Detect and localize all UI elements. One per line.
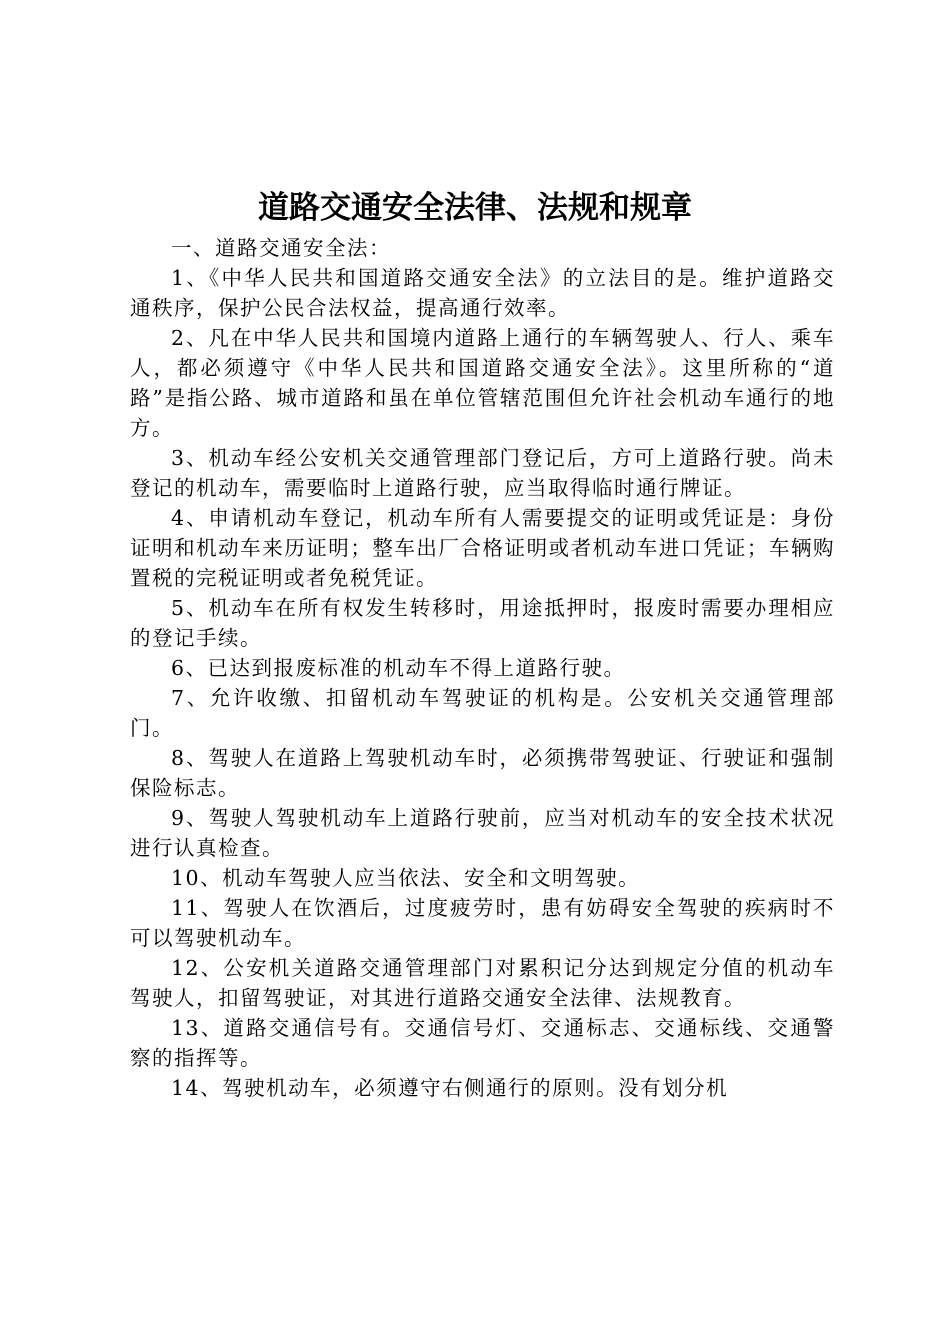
paragraph: 12、公安机关道路交通管理部门对累积记分达到规定分值的机动车驾驶人，扣留驾驶证，对其进行道路交通安全法律、法规教育。 — [130, 956, 835, 1010]
paragraph: 9、驾驶人驾驶机动车上道路行驶前，应当对机动车的安全技术状况进行认真检查。 — [130, 806, 835, 860]
document-body — [130, 233, 835, 1103]
paragraph: 10、机动车驾驶人应当依法、安全和文明驾驶。 — [171, 866, 641, 890]
paragraph: 11、驾驶人在饮酒后，过度疲劳时，患有妨碍安全驾驶的疾病时不可以驾驶机动车。 — [130, 896, 835, 950]
paragraph: 3、机动车经公安机关交通管理部门登记后，方可上道路行驶。尚未登记的机动车，需要临时上道路行驶，应当取得临时通行牌证。 — [130, 446, 835, 500]
paragraph: 4、申请机动车登记，机动车所有人需要提交的证明或凭证是：身份证明和机动车来历证明；整车出厂合格证明或者机动车进口凭证；车辆购置税的完税证明或者免税凭证。 — [130, 506, 835, 590]
section-heading: 一、道路交通安全法： — [171, 236, 391, 260]
paragraph: 6、已达到报废标准的机动车不得上道路行驶。 — [171, 656, 626, 680]
document-title: 道路交通安全法律、法规和规章 — [258, 190, 692, 226]
paragraph: 5、机动车在所有权发生转移时，用途抵押时，报废时需要办理相应的登记手续。 — [130, 596, 835, 650]
paragraph: 13、道路交通信号有。交通信号灯、交通标志、交通标线、交通警察的指挥等。 — [130, 1016, 835, 1070]
paragraph: 7、允许收缴、扣留机动车驾驶证的机构是。公安机关交通管理部门。 — [130, 686, 835, 740]
paragraph: 8、驾驶人在道路上驾驶机动车时，必须携带驾驶证、行驶证和强制保险标志。 — [130, 746, 835, 800]
paragraph: 1、《中华人民共和国道路交通安全法》的立法目的是。维护道路交通秩序，保护公民合法权益，提高通行效率。 — [130, 266, 835, 320]
paragraph: 2、凡在中华人民共和国境内道路上通行的车辆驾驶人、行人、乘车人，都必须遵守《中华人民共和国道路交通安全法》。这里所称的“道路”是指公路、城市道路和虽在单位管辖范围但允许社会机动车通行的地方。 — [130, 326, 835, 440]
paragraph: 14、驾驶机动车，必须遵守右侧通行的原则。没有划分机 — [171, 1076, 729, 1100]
